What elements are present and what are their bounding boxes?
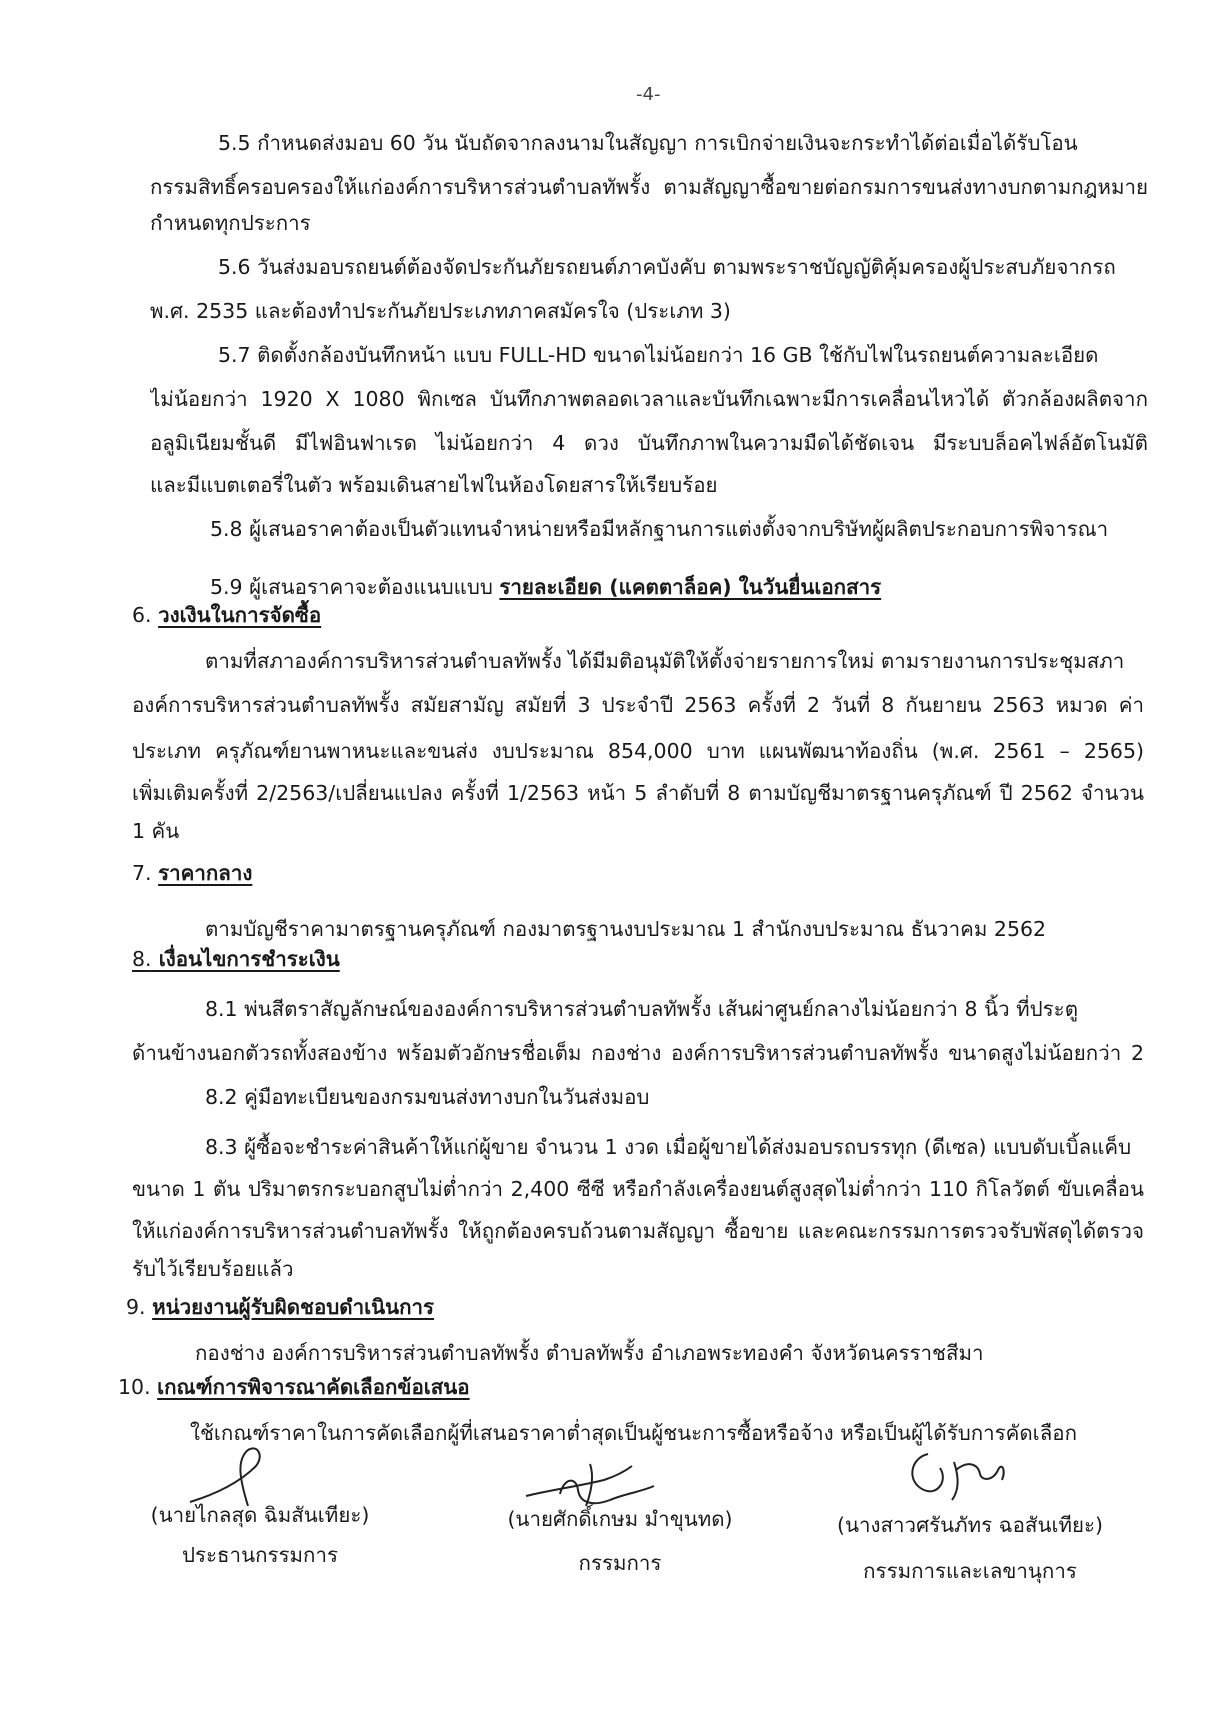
section-6-line-1: ตามที่สภาองค์การบริหารส่วนตำบลทัพรั้ง ได้มีมติอนุมัติให้ตั้งจ่ายรายการใหม่ ตามรายงานการประชุมสภา: [205, 649, 1125, 673]
paragraph-5-6-line-2: พ.ศ. 2535 และต้องทำประกันภัยประเภทภาคสมัครใจ (ประเภท 3): [150, 299, 731, 323]
section-6-line-2: องค์การบริหารส่วนตำบลทัพรั้ง สมัยสามัญ สมัยที่ 3 ประจำปี 2563 ครั้งที่ 2 วันที่ 8 กันยายน 2563 หมวด ค่า: [132, 693, 1144, 717]
section-6-line-3: ประเภท ครุภัณฑ์ยานพาหนะและขนส่ง งบประมาณ 854,000 บาท แผนพัฒนาท้องถิ่น (พ.ศ. 2561 – 2565): [132, 739, 1144, 763]
paragraph-5-5-line-2: กรรมสิทธิ์ครอบครองให้แก่องค์การบริหารส่วนตำบลทัพรั้ง ตามสัญญาซื้อขายต่อกรมการขนส่งทางบกตามกฎหมาย: [150, 175, 1148, 199]
signatory-3-role: กรรมการและเลขานุการ: [863, 1559, 1077, 1583]
section-6-title: วงเงินในการจัดซื้อ: [158, 603, 322, 627]
paragraph-5-8: 5.8 ผู้เสนอราคาต้องเป็นตัวแทนจำหน่ายหรือมีหลักฐานการแต่งตั้งจากบริษัทผู้ผลิตประกอบการพิจารณา: [210, 517, 1109, 541]
section-6-heading: [132, 600, 321, 630]
section-10-line: ใช้เกณฑ์ราคาในการคัดเลือกผู้ที่เสนอราคาต่ำสุดเป็นผู้ชนะการซื้อหรือจ้าง หรือเป็นผู้ได้รับการคัดเลือก: [190, 1421, 1077, 1445]
section-9-number: 9.: [126, 1295, 146, 1319]
paragraph-5-7-line-3: อลูมิเนียมชั้นดี มีไฟอินฟาเรด ไม่น้อยกว่า 4 ดวง บันทึกภาพในความมืดได้ชัดเจน มีระบบล็อคไฟล์อัตโนมัติ: [150, 431, 1148, 455]
section-6-line-5: 1 คัน: [132, 819, 180, 843]
signatory-3-name: (นางสาวศรันภัทร ฉอสันเทียะ): [837, 1513, 1103, 1537]
section-8-number: 8.: [132, 947, 152, 971]
section-6-line-4: เพิ่มเติมครั้งที่ 2/2563/เปลี่ยนแปลง ครั้งที่ 1/2563 หน้า 5 ลำดับที่ 8 ตามบัญชีมาตรฐานครุภัณฑ์ ปี 2562 จำนวน: [132, 781, 1144, 805]
section-6-number: 6.: [132, 603, 152, 627]
signatory-1-role: ประธานกรรมการ: [182, 1543, 338, 1567]
paragraph-5-7-line-2: ไม่น้อยกว่า 1920 X 1080 พิกเซล บันทึกภาพตลอดเวลาและบันทึกเฉพาะมีการเคลื่อนไหวได้ ตัวกล้องผลิตจาก: [150, 387, 1148, 411]
paragraph-8-3-line-1: 8.3 ผู้ซื้อจะชำระค่าสินค้าให้แก่ผู้ขาย จำนวน 1 งวด เมื่อผู้ขายได้ส่งมอบรถบรรทุก (ดีเซล) แบบดับเบิ้ลแค็บ: [205, 1135, 1132, 1159]
paragraph-8-3-line-4: รับไว้เรียบร้อยแล้ว: [132, 1257, 294, 1281]
section-7-number: 7.: [132, 861, 152, 885]
section-10-number: 10.: [118, 1375, 151, 1399]
paragraph-5-5-line-1: 5.5 กำหนดส่งมอบ 60 วัน นับถัดจากลงนามในสัญญา การเบิกจ่ายเงินจะกระทำได้ต่อเมื่อได้รับโอน: [218, 131, 1078, 155]
section-9-heading: [126, 1292, 434, 1322]
paragraph-5-6-line-1: 5.6 วันส่งมอบรถยนต์ต้องจัดประกันภัยรถยนต์ภาคบังคับ ตามพระราชบัญญัติคุ้มครองผู้ประสบภัยจากรถ: [218, 255, 1116, 279]
paragraph-5-5-line-3: กำหนดทุกประการ: [150, 211, 311, 235]
page-number: -4-: [636, 84, 661, 105]
section-7-title: ราคากลาง: [158, 861, 253, 885]
paragraph-5-9-text: 5.9 ผู้เสนอราคาจะต้องแนบแบบ: [210, 575, 500, 599]
section-7-line: ตามบัญชีราคามาตรฐานครุภัณฑ์ กองมาตรฐานงบประมาณ 1 สำนักงบประมาณ ธันวาคม 2562: [205, 917, 1047, 941]
paragraph-8-2: 8.2 คู่มือทะเบียนของกรมขนส่งทางบกในวันส่งมอบ: [205, 1085, 650, 1109]
paragraph-5-9: [210, 572, 881, 602]
signatory-1-name: (นายไกลสุด ฉิมสันเทียะ): [150, 1503, 370, 1527]
paragraph-8-3-line-2: ขนาด 1 ตัน ปริมาตรกระบอกสูบไม่ต่ำกว่า 2,400 ซีซี หรือกำลังเครื่องยนต์สูงสุดไม่ต่ำกว่า 110 กิโลวัตต์ ขับเคลื่อน: [132, 1177, 1144, 1201]
paragraph-8-1-line-1: 8.1 พ่นสีตราสัญลักษณ์ขององค์การบริหารส่วนตำบลทัพรั้ง เส้นผ่าศูนย์กลางไม่น้อยกว่า 8 นิ้ว ที่ประตู: [205, 997, 1079, 1021]
paragraph-8-1-line-2: ด้านข้างนอกตัวรถทั้งสองข้าง พร้อมตัวอักษรชื่อเต็ม กองช่าง องค์การบริหารส่วนตำบลทัพรั้ง ขนาดสูงไม่น้อยกว่า 2: [132, 1041, 1144, 1065]
signatory-2-role: กรรมการ: [578, 1551, 662, 1575]
section-10-title: เกณฑ์การพิจารณาคัดเลือกข้อเสนอ: [157, 1375, 470, 1399]
paragraph-5-9-emphasis: รายละเอียด (แคตตาล็อค) ในวันยื่นเอกสาร: [499, 575, 882, 599]
section-9-title: หน่วยงานผู้รับผิดชอบดำเนินการ: [152, 1295, 435, 1319]
section-8-title: เงื่อนไขการชำระเงิน: [151, 947, 340, 971]
section-9-line: กองช่าง องค์การบริหารส่วนตำบลทัพรั้ง ตำบลทัพรั้ง อำเภอพระทองคำ จังหวัดนครราชสีมา: [195, 1341, 984, 1365]
signature-3-mark: [898, 1440, 1018, 1510]
paragraph-5-7-line-1: 5.7 ติดตั้งกล้องบันทึกหน้า แบบ FULL-HD ขนาดไม่น้อยกว่า 16 GB ใช้กับไฟในรถยนต์ความละเอียด: [218, 343, 1099, 367]
paragraph-5-7-line-4: และมีแบตเตอรี่ในตัว พร้อมเดินสายไฟในห้องโดยสารให้เรียบร้อย: [150, 473, 718, 497]
section-8-heading: [132, 944, 340, 974]
signatory-2-name: (นายศักดิ์เกษม มำขุนทด): [507, 1507, 733, 1531]
paragraph-8-3-line-3: ให้แก่องค์การบริหารส่วนตำบลทัพรั้ง ให้ถูกต้องครบถ้วนตามสัญญา ซื้อขาย และคณะกรรมการตรวจรับพัสดุได้ตรวจ: [132, 1219, 1144, 1243]
section-7-heading: [132, 858, 252, 888]
section-10-heading: [118, 1372, 470, 1402]
